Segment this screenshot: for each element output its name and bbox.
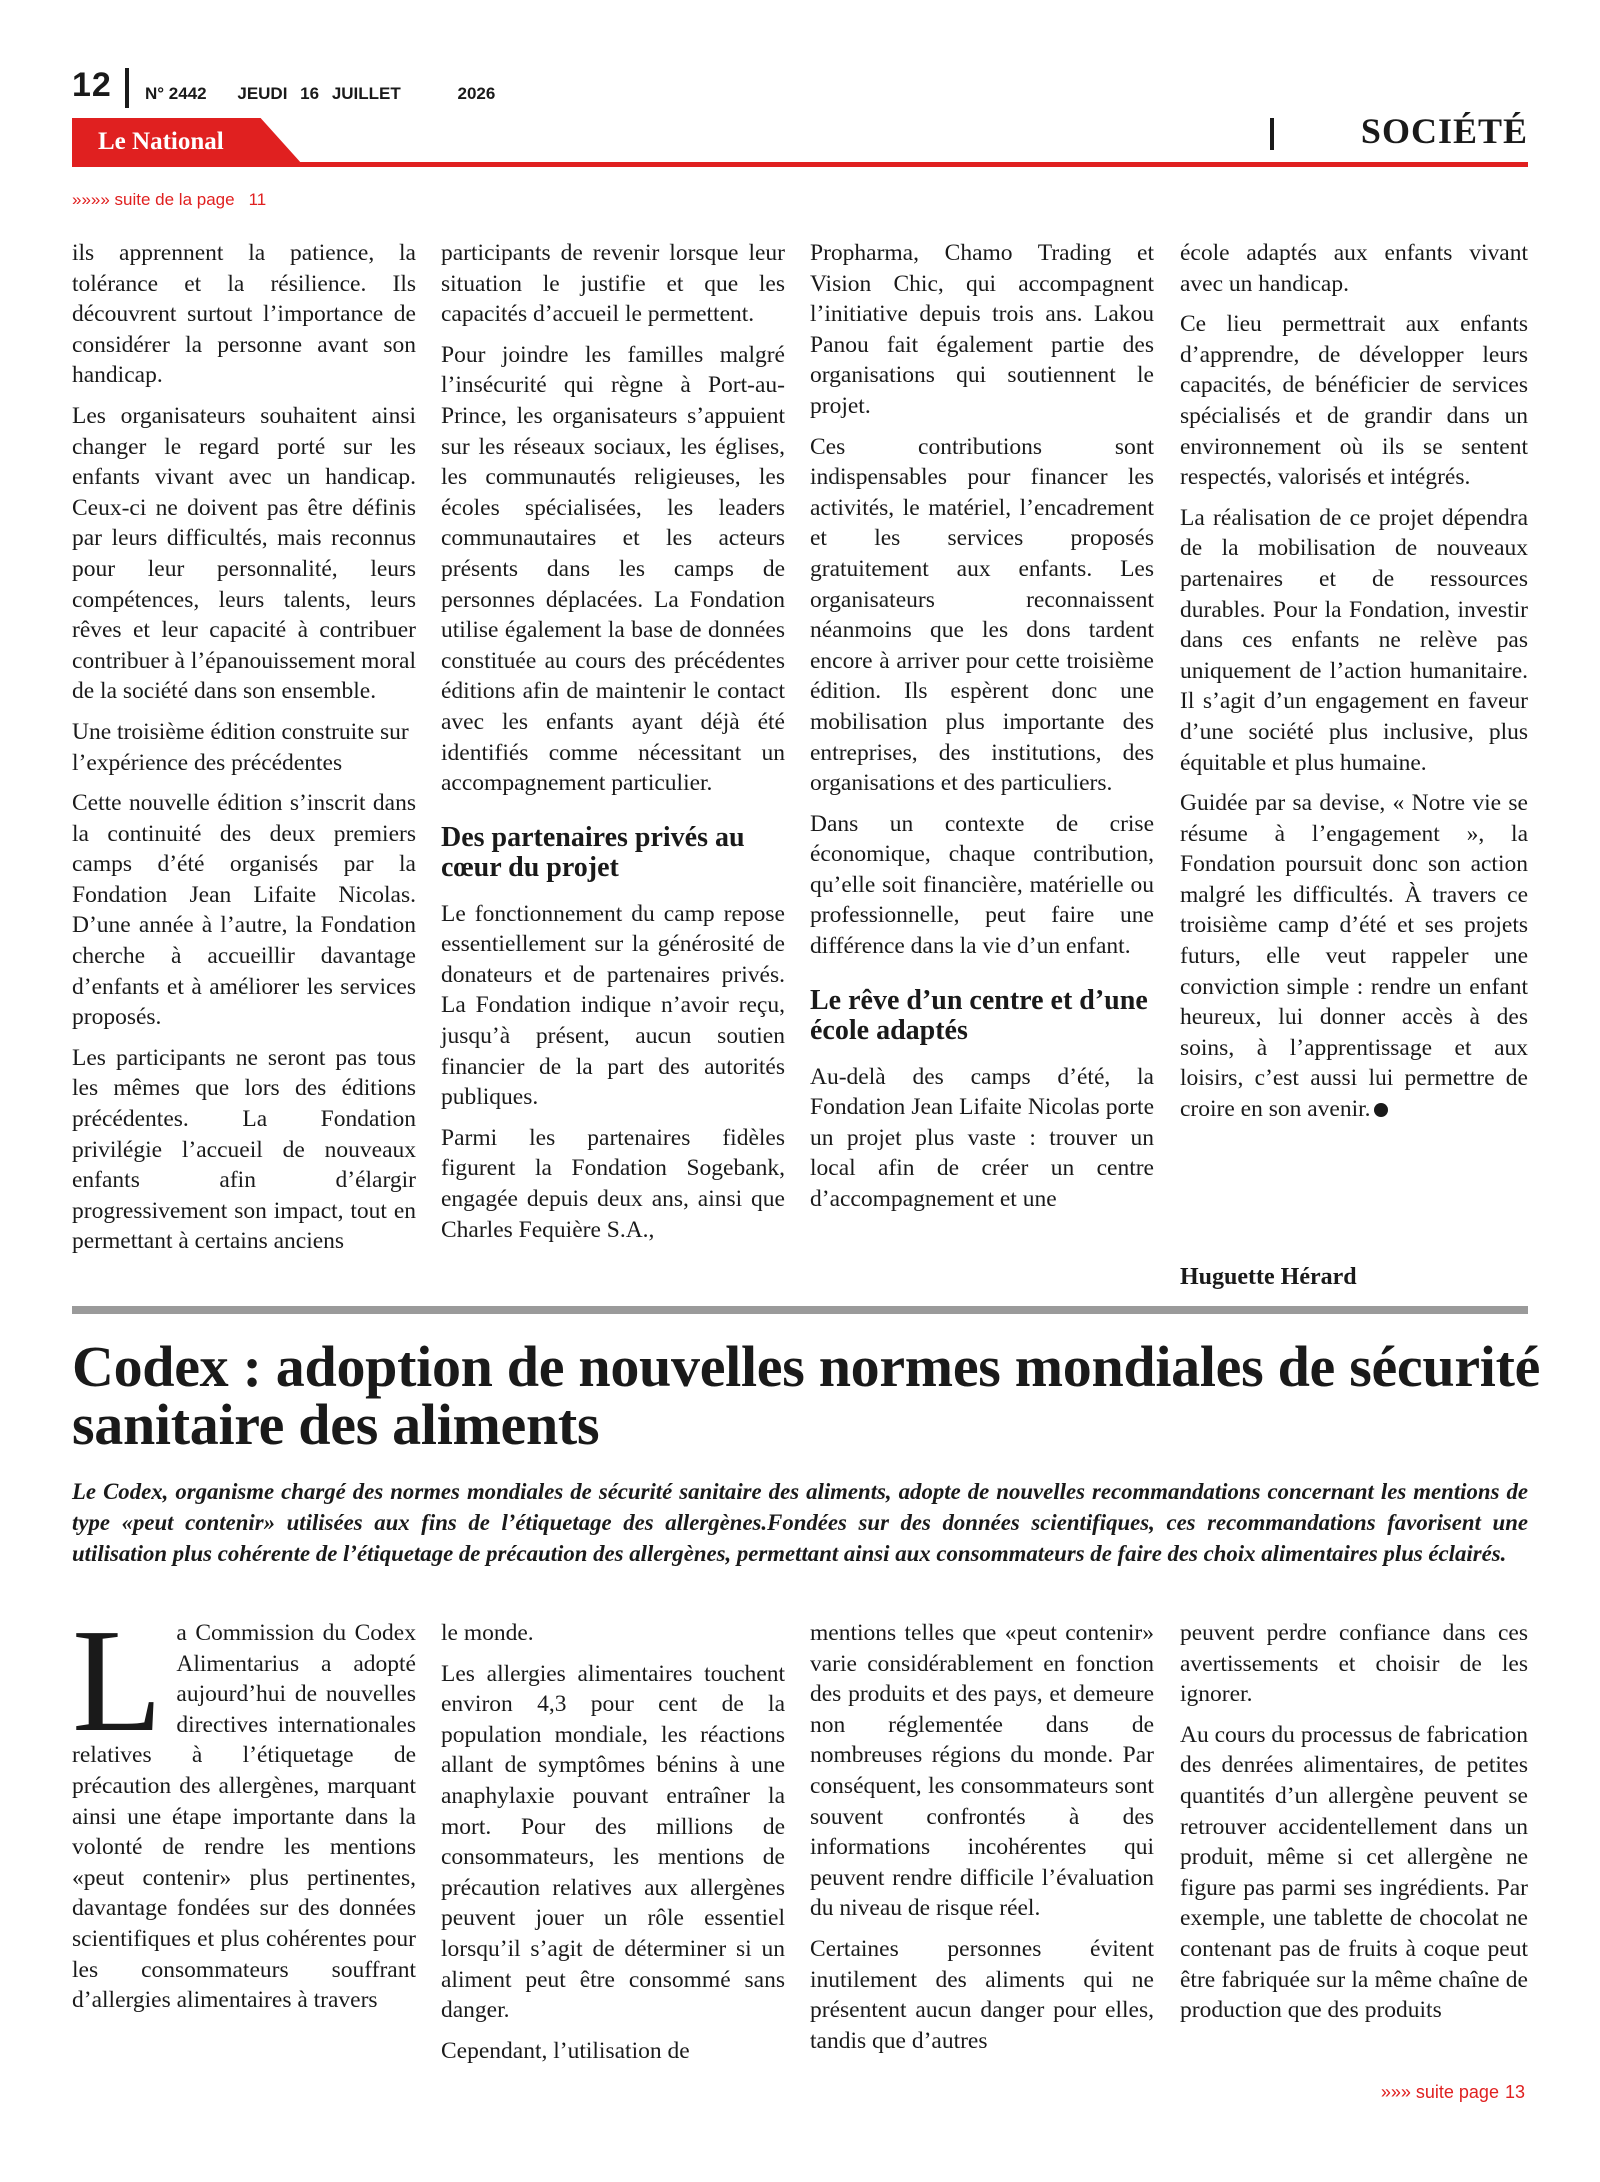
paragraph: Les allergies alimentaires touchent environ 4,3 pour cent de la population mondiale, les réactions allant de symptômes bénins à une anaphylaxie pouvant entraîner la mort. Pour des millions de consommateurs, les mentions de précaution relatives aux allergènes peuvent jouer un rôle essentiel lorsqu’il s’agit de déterminer si un aliment peut être consommé sans danger. — [441, 1660, 785, 2024]
paragraph: Dans un contexte de crise économique, chaque contribution, qu’elle soit financière, matérielle ou professionnelle, peut faire une différence dans la vie d’un enfant. — [810, 810, 1154, 960]
paragraph: Au-delà des camps d’été, la Fondation Jean Lifaite Nicolas porte un projet plus vaste : trouver un local afin de créer un centre d’accompagnement et une — [810, 1063, 1154, 1213]
issue-year: 2026 — [457, 84, 496, 103]
paragraph: participants de revenir lorsque leur situation le justifie et que les capacités d’accueil le permettent. — [441, 240, 785, 328]
paragraph: La réalisation de ce projet dépendra de la mobilisation de nouveaux partenaires et de ressources durables. Pour la Fondation, investir dans ces enfants ne relève pas uniquement de l’action humanitaire. Il s’agit d’un engagement en faveur d’une société plus inclusive, plus équitable et plus humaine. — [1180, 504, 1528, 776]
issue-month: JUILLET — [331, 84, 401, 103]
issue-info — [145, 84, 521, 104]
continued-from — [72, 190, 266, 210]
continued-from-page: 11 — [248, 190, 267, 209]
article1-column-3 — [810, 238, 1154, 1225]
paragraph: Cependant, l’utilisation de — [441, 2037, 690, 2064]
article1-column-1 — [72, 238, 416, 1267]
paragraph: Les participants ne seront pas tous les mêmes que lors des éditions précédentes. La Fondation privilégie l’accueil de nouveaux enfants afin d’élargir progressivement son impact, tout en permettant à certains anciens — [72, 1044, 416, 1255]
article2-lead: Le Codex, organisme chargé des normes mondiales de sécurité sanitaire des aliments, adopte de nouvelles recommandations concernant les mentions de type «peut contenir» utilisées aux fins de l’étiquetage des allergènes.Fondées sur des données scientifiques, ces recommandations favorisent une utilisation plus cohérente de l’étiquetage de précaution des allergènes, permettant ainsi aux consommateurs de faire des choix alimentaires plus éclairés. — [72, 1479, 1528, 1566]
section-title: SOCIÉTÉ — [1360, 111, 1528, 151]
closing-paragraph-text: Guidée par sa devise, « Notre vie se résume à l’engagement », la Fondation poursuit donc son action malgré les difficultés. À travers ce troisième camp d’été et ses projets futurs, elle veut rappeler une conviction simple : rendre un enfant heureux, lui donner accès à des soins, à l’apprentissage et aux loisirs, c’est aussi lui permettre de croire en son avenir. — [1180, 790, 1528, 1123]
page-number-divider — [125, 68, 129, 108]
paragraph — [72, 1599, 416, 2016]
paragraph: Certaines personnes évitent inutilement des aliments qui ne présentent aucun danger pour elles, tandis que d’autres — [810, 1935, 1154, 2054]
article1-column-2 — [441, 238, 785, 1255]
end-of-article-icon — [1374, 1103, 1388, 1117]
paragraph: Ces contributions sont indispensables pour financer les activités, le matériel, l’encadrement et les services proposés gratuitement aux enfants. Les organisateurs reconnaissent néanmoins que les dons tardent encore à arriver pour cette troisième édition. Ils espèrent donc une mobilisation plus importante des entreprises, des institutions, des organisations et des particuliers. — [810, 433, 1154, 797]
paragraph: peuvent perdre confiance dans ces avertissements et choisir de les ignorer. — [1180, 1620, 1528, 1708]
paragraph — [1180, 788, 1528, 1125]
paragraph: Cette nouvelle édition s’inscrit dans la continuité des deux premiers camps d’été organisés par la Fondation Jean Lifaite Nicolas. D’une année à l’autre, la Fondation cherche à accueillir davantage d’enfants et à améliorer les services proposés. — [72, 790, 416, 1031]
article2-column-3 — [810, 1618, 1154, 2066]
article2-headline: Codex : adoption de nouvelles normes mondiales de sécurité sanitaire des aliments — [72, 1334, 1541, 1457]
article-divider — [72, 1306, 1528, 1314]
continued-from-label: »»»» suite de la page — [72, 190, 235, 209]
subheading: Le rêve d’un centre et d’une école adaptés — [810, 984, 1148, 1046]
paragraph: Le fonctionnement du camp repose essentiellement sur la générosité de donateurs et de partenaires privés. La Fondation indique n’avoir reçu, jusqu’à présent, aucun soutien financier de la part des autorités publiques. — [441, 900, 785, 1111]
paragraph: école adaptés aux enfants vivant avec un handicap. — [1180, 240, 1528, 297]
continued-on — [1381, 2082, 1525, 2103]
paragraph: Ce lieu permettrait aux enfants d’apprendre, de développer leurs capacités, de bénéficier de services spécialisés et de grandir dans un environnement où ils se sentent respectés, valorisés et intégrés. — [1180, 311, 1528, 491]
header-rule — [72, 162, 1528, 167]
section-divider — [1270, 118, 1274, 150]
paragraph: Les organisateurs souhaitent ainsi changer le regard porté sur les enfants vivant avec un handicap. Ceux-ci ne doivent pas être définis par leurs difficultés, mais reconnus pour leur personnalité, leurs compétences, leurs talents, leurs rêves et leur capacité à contribuer contribuer à l’épanouissement moral de la société dans son ensemble. — [72, 402, 416, 705]
paragraph: Propharma, Chamo Trading et Vision Chic, qui accompagnent l’initiative depuis trois ans. Lakou Panou fait également partie des organisations qui soutiennent le projet. — [810, 240, 1154, 419]
drop-cap: L — [72, 1599, 163, 1763]
issue-number: N° 2442 — [145, 84, 207, 103]
page-number: 12 — [72, 66, 112, 104]
paragraph: mentions telles que «peut contenir» varie considérablement en fonction des produits et des pays, et demeure non réglementée dans de nombreuses régions du monde. Par conséquent, les consommateurs sont souvent confrontés à des informations incohérentes qui peuvent rendre difficile l’évaluation du niveau de risque réel. — [810, 1620, 1154, 1922]
paragraph: le monde. — [441, 1620, 534, 1646]
continued-on-page: 13 — [1504, 2082, 1525, 2102]
continued-on-label: »»» suite page — [1380, 2082, 1499, 2102]
subheading: Des partenaires privés au cœur du projet — [441, 821, 745, 883]
article2-column-2 — [441, 1618, 785, 2076]
author-byline: Huguette Hérard — [1180, 1264, 1357, 1290]
paragraph: Au cours du processus de fabrication des denrées alimentaires, de petites quantités d’un allergène peuvent se retrouver accidentellement dans un produit, même si cet allergène ne figure pas parmi ses ingrédients. Par exemple, une tablette de chocolat ne contenant pas de fruits à coque peut être fabriquée sur la même chaîne de production que des produits — [1180, 1721, 1528, 2024]
article1-column-4 — [1180, 238, 1528, 1135]
paragraph: ils apprennent la patience, la tolérance et la résilience. Ils découvrent surtout l’importance de considérer la personne avant son handicap. — [72, 240, 416, 389]
issue-date: 16 — [300, 84, 320, 103]
article2-column-1 — [72, 1599, 416, 2026]
paragraph: Pour joindre les familles malgré l’insécurité qui règne à Port-au-Prince, les organisateurs s’appuient sur les réseaux sociaux, les églises, les communautés religieuses, les écoles spécialisées, les leaders communautaires et les acteurs présents dans les camps de personnes déplacées. La Fondation utilise également la base de données constituée au cours des précédentes éditions afin de maintenir le contact avec les enfants ayant déjà été identifiés comme nécessitant un accompagnement particulier. — [441, 341, 785, 797]
inline-subheading: Une troisième édition construite sur l’expérience des précédentes — [72, 718, 409, 776]
article2-column-4 — [1180, 1618, 1528, 2036]
paragraph: Parmi les partenaires fidèles figurent la Fondation Sogebank, engagée depuis deux ans, ainsi que Charles Fequière S.A., — [441, 1124, 785, 1243]
issue-day: JEUDI — [237, 84, 288, 103]
brand-logo: Le National — [98, 128, 224, 155]
opening-text: a Commission du Codex Alimentarius a adopté aujourd’hui de nouvelles directives internationales relatives à l’étiquetage de précaution des allergènes, marquant ainsi une étape importante dans la volonté de rendre les mentions «peut contenir» plus pertinentes, davantage fondées sur des données scientifiques et plus cohérentes pour les consommateurs souffrant d’allergies alimentaires à travers — [72, 1620, 416, 2014]
